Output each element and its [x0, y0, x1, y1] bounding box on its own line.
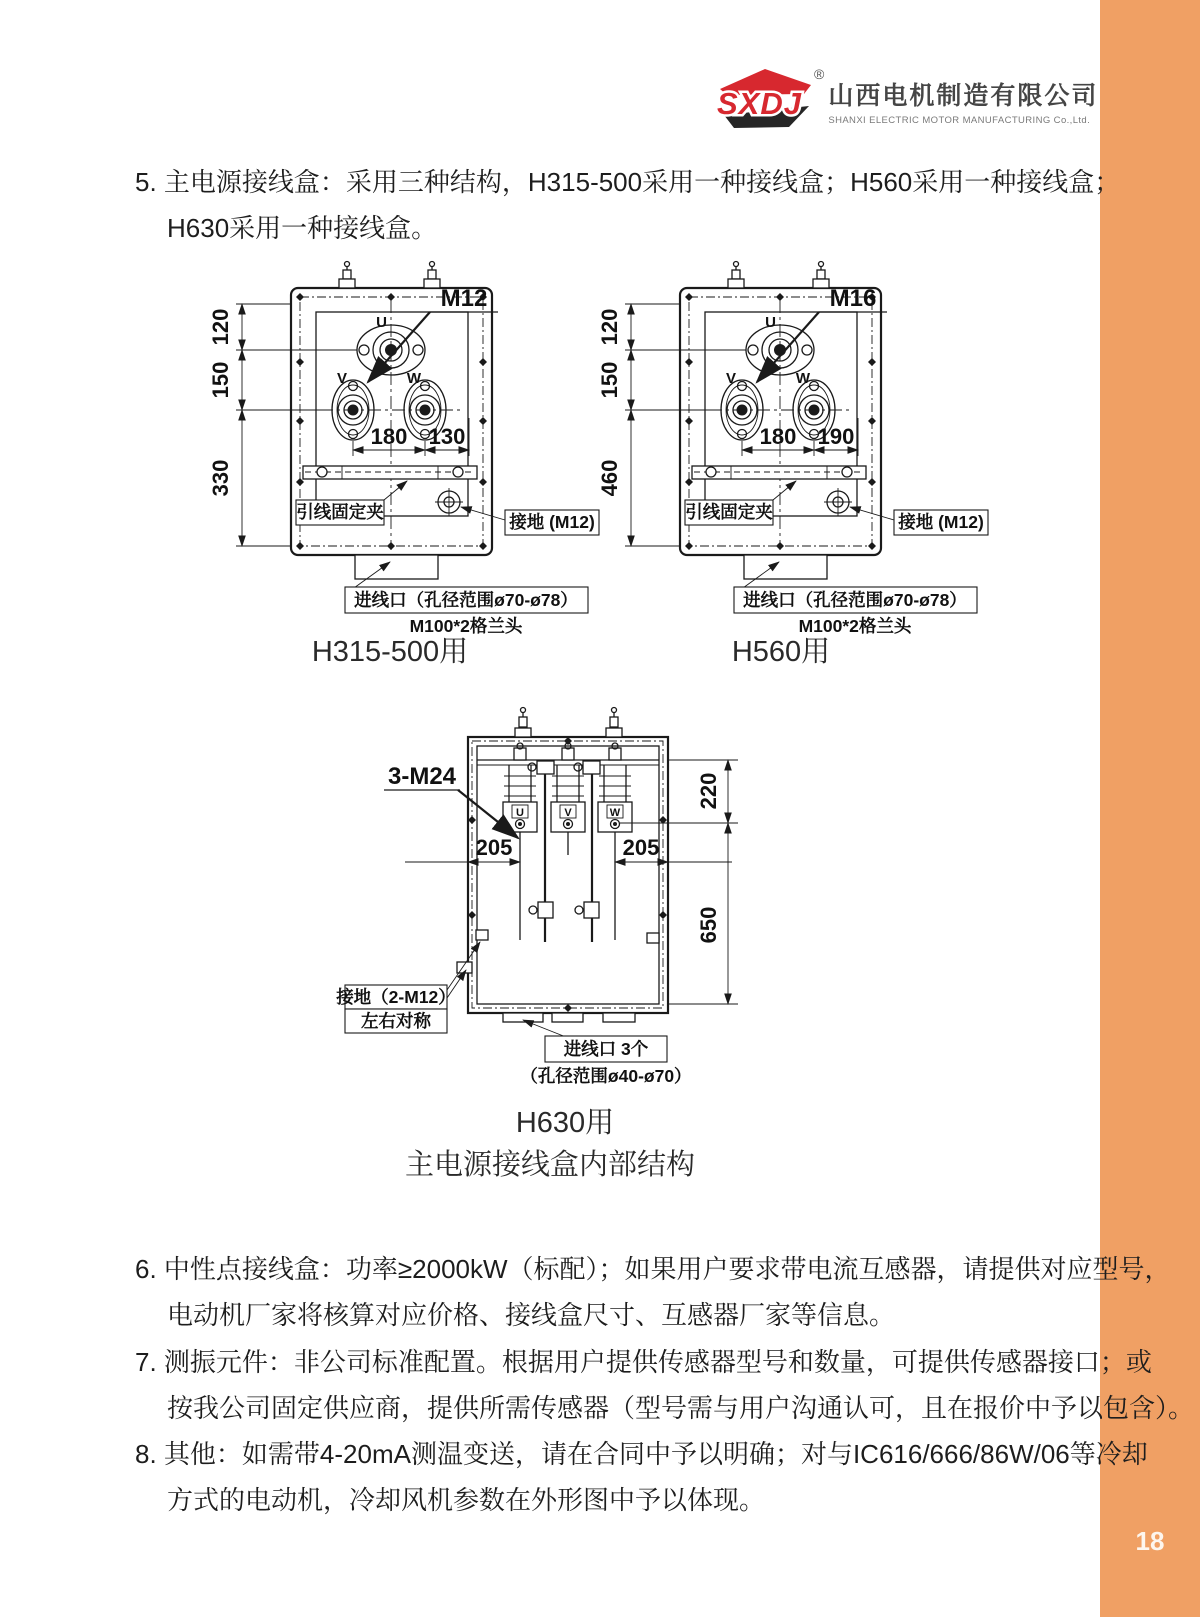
phase-v-label: V — [564, 807, 572, 819]
ground-terminal — [435, 488, 463, 516]
stud-size-label: M12 — [440, 285, 488, 312]
dim-150: 150 — [208, 361, 233, 399]
phase-v-label: V — [725, 370, 737, 387]
diagram-h315-500 — [192, 248, 612, 648]
clamp-callout — [685, 481, 796, 525]
note-item5-line1: 5. 主电源接线盒：采用三种结构，H315-500采用一种接线盒；H560采用一种接线盒； — [135, 167, 1121, 197]
box-outline — [468, 737, 668, 1013]
logo-mark — [714, 64, 812, 136]
note-item7-line2: 按我公司固定供应商，提供所需传感器（型号需与用户沟通认可，且在报价中予以包含）。 — [167, 1393, 1195, 1423]
dim-180: 180 — [759, 424, 797, 449]
clamp-label: 引线固定夹 — [685, 502, 773, 522]
cable-gland — [339, 262, 355, 289]
dim-650: 650 — [696, 906, 721, 944]
diagram-h560 — [581, 248, 1001, 648]
dim-220: 220 — [696, 772, 721, 810]
dim-190: 190 — [817, 424, 855, 449]
dim-130: 130 — [428, 424, 466, 449]
ground-label: 接地 (M12) — [509, 512, 595, 532]
cable-entry — [345, 555, 588, 636]
horizontal-dimensions — [742, 418, 858, 456]
clamp-callout — [296, 481, 407, 525]
dim-180: 180 — [370, 424, 408, 449]
company-logo — [714, 64, 1098, 136]
support-bars — [528, 761, 600, 942]
cable-gland — [606, 708, 622, 738]
company-name-cn: 山西电机制造有限公司 — [828, 82, 1099, 110]
dim-205-right — [615, 835, 732, 862]
phase-u-label: U — [376, 314, 387, 331]
page-number: 18 — [1135, 1526, 1165, 1556]
cable-gland — [813, 262, 829, 289]
note-item6-line1: 6. 中性点接线盒：功率≥2000kW（标配）；如果用户要求带电流互感器，请提供对应型号， — [135, 1254, 1171, 1284]
ground-note-1: 接地（2-M12） — [336, 987, 456, 1007]
entry-note-1: 进线口（孔径范围ø70-ø78） — [743, 590, 967, 610]
ground-label: 接地 (M12) — [898, 512, 984, 532]
ground-callout — [335, 942, 480, 1033]
dim-460: 460 — [597, 459, 622, 497]
dim-330: 330 — [208, 459, 233, 497]
dim-205-left — [405, 835, 520, 862]
dim-right-column — [620, 760, 738, 1004]
figure-caption: 主电源接线盒内部结构 — [404, 1149, 695, 1181]
entry-note-2: M100*2格兰头 — [409, 616, 523, 636]
dim-120: 120 — [208, 308, 233, 346]
ground-note-2: 左右对称 — [361, 1011, 431, 1031]
phase-w-label: W — [795, 370, 811, 387]
diagram-h630 — [330, 690, 750, 1098]
busbar — [477, 760, 659, 765]
registered-mark: ® — [814, 66, 825, 82]
entry-note-1: 进线口（孔径范围ø70-ø78） — [354, 590, 578, 610]
note-item8-line1: 8. 其他：如需带4-20mA测温变送，请在合同中予以明确；对与IC616/666/86W/06等冷却 — [135, 1439, 1148, 1469]
cover-bolts — [468, 737, 667, 1012]
note-item6-line2: 电动机厂家将核算对应价格、接线盒尺寸、互感器厂家等信息。 — [167, 1300, 896, 1330]
cable-clamp-bar — [692, 466, 866, 479]
svg-text:205: 205 — [622, 835, 660, 860]
note-item5-line2: H630采用一种接线盒。 — [167, 213, 438, 243]
caption-h315-500: H315-500用 — [311, 636, 469, 668]
entry-note-2: M100*2格兰头 — [798, 616, 912, 636]
phase-u-label: U — [516, 807, 524, 819]
cable-entries — [503, 1013, 692, 1086]
dim-150: 150 — [597, 361, 622, 399]
dim-120: 120 — [597, 308, 622, 346]
caption-h560: H560用 — [731, 636, 831, 668]
stud-size-label: 3-M24 — [387, 763, 457, 790]
ground-terminal — [824, 488, 852, 516]
caption-h630: H630用 — [515, 1107, 615, 1139]
cable-entry — [734, 555, 977, 636]
horizontal-dimensions — [353, 418, 469, 456]
stud-size-label: M16 — [829, 285, 877, 312]
terminal-v — [721, 370, 763, 440]
phase-w-label: W — [406, 370, 422, 387]
terminal-v — [332, 370, 374, 440]
entry-note-2: （孔径范围ø40-ø70） — [520, 1066, 692, 1086]
cable-gland — [728, 262, 744, 289]
logo-brand-text: SXDJ — [717, 86, 802, 121]
svg-text:205: 205 — [475, 835, 513, 860]
stud-callout — [384, 763, 518, 838]
cable-clamp-bar — [303, 466, 477, 479]
phase-w-label: W — [609, 807, 621, 819]
clamp-label: 引线固定夹 — [296, 502, 384, 522]
company-names — [828, 76, 1098, 126]
phase-v-label: V — [336, 370, 348, 387]
cable-gland — [424, 262, 440, 289]
ground-callout — [461, 507, 599, 535]
cable-gland — [515, 708, 531, 738]
note-item7-line1: 7. 测振元件：非公司标准配置。根据用户提供传感器型号和数量，可提供传感器接口；或 — [135, 1347, 1152, 1377]
phase-u-label: U — [765, 314, 776, 331]
company-name-en: SHANXI ELECTRIC MOTOR MANUFACTURING Co.,Ltd. — [828, 115, 1091, 126]
note-item8-line2: 方式的电动机，冷却风机参数在外形图中予以体现。 — [167, 1485, 766, 1515]
wall-studs — [457, 930, 659, 973]
entry-note-1: 进线口 3个 — [563, 1039, 649, 1059]
ground-callout — [850, 507, 988, 535]
